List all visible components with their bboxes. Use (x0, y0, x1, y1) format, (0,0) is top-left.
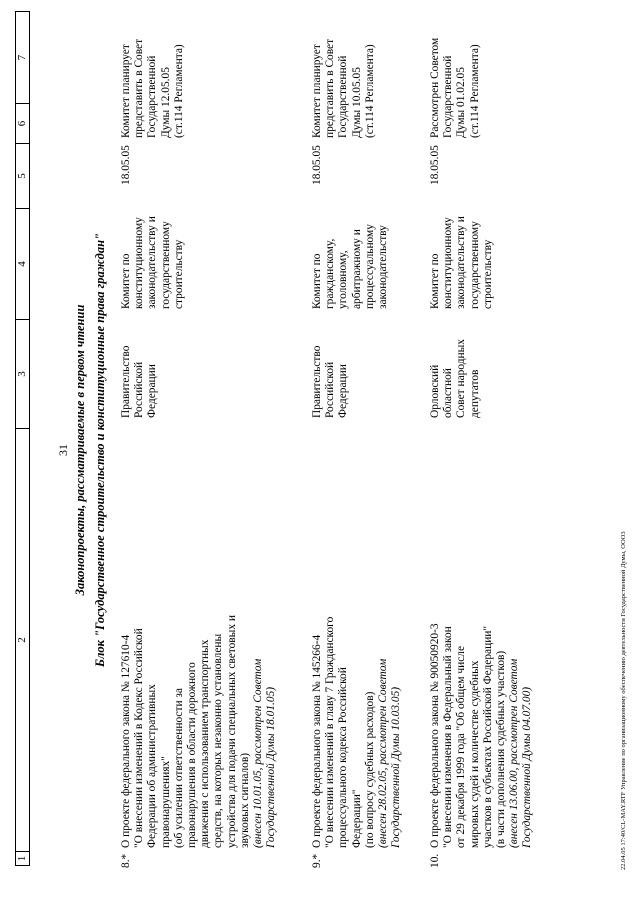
text-line: Орловский областной (429, 364, 455, 418)
column-header: 5 (16, 173, 28, 179)
block-title: Блок "Государственное строительство и конституционные права граждан" (93, 233, 107, 667)
row-number: 10. (429, 853, 441, 868)
text-line: законодательству (377, 225, 390, 309)
column-divider (16, 428, 29, 429)
text-line: Государственной (146, 55, 159, 138)
column-divider (16, 851, 29, 852)
text-line: конституционному (442, 217, 455, 309)
text-line: Федерации (337, 364, 350, 418)
text-line: Комитет по (120, 253, 132, 309)
text-line: Комитет планирует (311, 44, 323, 138)
text-line: представить в Совет (133, 38, 146, 138)
text-line: арбитражному и (350, 229, 363, 309)
text-line: движения с использованием транспортных (199, 639, 212, 848)
text-line: представить в Совет (324, 38, 337, 138)
text-line: "О внесении изменений в главу 7 Гражданского (324, 616, 337, 848)
responsible-committee (120, 201, 186, 309)
bill-author (311, 313, 351, 418)
text-line: Думы 12.05.05 (159, 67, 172, 138)
text-line: устройства для подачи специальных световых и (225, 615, 238, 848)
column-header: 2 (16, 637, 28, 643)
column-header: 1 (16, 855, 28, 862)
text-line: О проекте федерального закона № 127610-4 (120, 634, 132, 848)
text-line: мировых судей и количестве судебных (468, 660, 481, 848)
text-line: Правительство (311, 345, 323, 418)
text-line: Комитет по (429, 253, 441, 309)
bill-status (311, 13, 377, 138)
submission-note: (внесен 28.02.05, рассмотрен Советом (377, 658, 390, 848)
text-line: Федерации" (350, 789, 363, 848)
text-line: процессуального кодекса Российской (337, 667, 350, 848)
column-divider (16, 319, 29, 320)
text-line: конституционному (133, 217, 146, 309)
text-line: законодательству и (455, 216, 468, 309)
page-number: 31 (56, 444, 70, 456)
text-line: Государственной (442, 55, 455, 138)
text-line: государственному (159, 221, 172, 309)
text-line: Рассмотрен Советом (429, 37, 441, 138)
text-line: Думы 01.02.05 (455, 67, 468, 138)
section-title: Законопроекты, рассматриваемые в первом чтении (73, 304, 87, 596)
bill-status (120, 13, 186, 138)
bill-author (120, 313, 160, 418)
row-number: 8.* (120, 853, 132, 868)
column-header-row (15, 11, 30, 866)
text-line: от 29 декабря 1999 года "Об общем числе (455, 645, 468, 848)
row-number: 9.* (311, 853, 323, 868)
responsible-committee (311, 201, 390, 309)
consideration-date: 18.05.05 (429, 145, 441, 185)
text-line: правонарушения в области дорожного (186, 662, 199, 848)
submission-note: (внесен 10.01.05, рассмотрен Советом (252, 658, 265, 848)
consideration-date: 18.05.05 (120, 145, 132, 185)
text-line: (по вопросу судебных расходов) (363, 691, 376, 848)
responsible-committee (429, 201, 495, 309)
text-line: средств, на которых незаконно установлены (212, 633, 225, 848)
text-line: звуковых сигналов) (238, 752, 251, 848)
text-line: уголовному, (337, 250, 350, 309)
submission-note: Государственной Думы 10.03.05) (390, 686, 403, 848)
text-line: Комитет по (311, 253, 323, 309)
bill-title (120, 458, 278, 848)
text-line: гражданскому, (324, 238, 337, 309)
text-line: О проекте федерального закона № 145266-4 (311, 634, 323, 848)
text-line: депутатов (468, 369, 481, 418)
text-line: участков в субъектах Российской Федерации" (481, 625, 494, 848)
bill-author (429, 313, 482, 418)
text-line: Российской (324, 361, 337, 418)
text-line: Правительство (120, 345, 132, 418)
bill-title (311, 458, 403, 848)
submission-note: Государственной Думы 04.07.00) (521, 686, 534, 848)
column-header: 7 (16, 54, 28, 61)
column-divider (16, 143, 29, 144)
text-line: строительству (481, 239, 494, 309)
submission-note: (внесен 13.06.00, рассмотрен Советом (508, 658, 521, 848)
text-line: строительству (172, 239, 185, 309)
text-line: (ст.114 Регламента) (468, 44, 481, 138)
text-line: (в части дополнения судебных участков) (495, 650, 508, 848)
text-line: законодательству и (146, 216, 159, 309)
text-line: Совет народных (455, 339, 468, 418)
text-line: (об усилении ответственности за (172, 688, 185, 848)
text-line: О проекте федерального закона № 90050920-3 (429, 623, 441, 848)
text-line: (ст.114 Регламента) (172, 44, 185, 138)
column-header: 3 (16, 371, 28, 377)
text-line: правонарушениях" (159, 756, 172, 848)
text-line: Комитет планирует (120, 44, 132, 138)
text-line: Федерации (146, 364, 159, 418)
column-divider (16, 103, 29, 104)
bill-status (429, 13, 482, 138)
submission-note: Государственной Думы 18.01.05) (265, 686, 278, 848)
text-line: Государственной (337, 55, 350, 138)
text-line: государственному (468, 221, 481, 309)
column-header: 6 (16, 120, 28, 127)
text-line: "О внесении изменения в Федеральный закон (442, 626, 455, 848)
text-line: Федерации об административных (146, 684, 159, 848)
text-line: "О внесении изменений в Кодекс Российской (133, 628, 146, 848)
text-line: Думы 10.05.05 (350, 67, 363, 138)
text-line: (ст.114 Регламента) (363, 44, 376, 138)
column-divider (16, 208, 29, 209)
page-footer: 22.04.05 17:40/CL-MAY.RTF Управление по организационному обеспечению деятельности Государственной Думы, ООО3 (620, 531, 627, 870)
text-line: процессуальному (363, 224, 376, 309)
column-header: 4 (16, 261, 28, 267)
bill-title (429, 458, 535, 848)
text-line: Российской (133, 361, 146, 418)
consideration-date: 18.05.05 (311, 145, 323, 185)
